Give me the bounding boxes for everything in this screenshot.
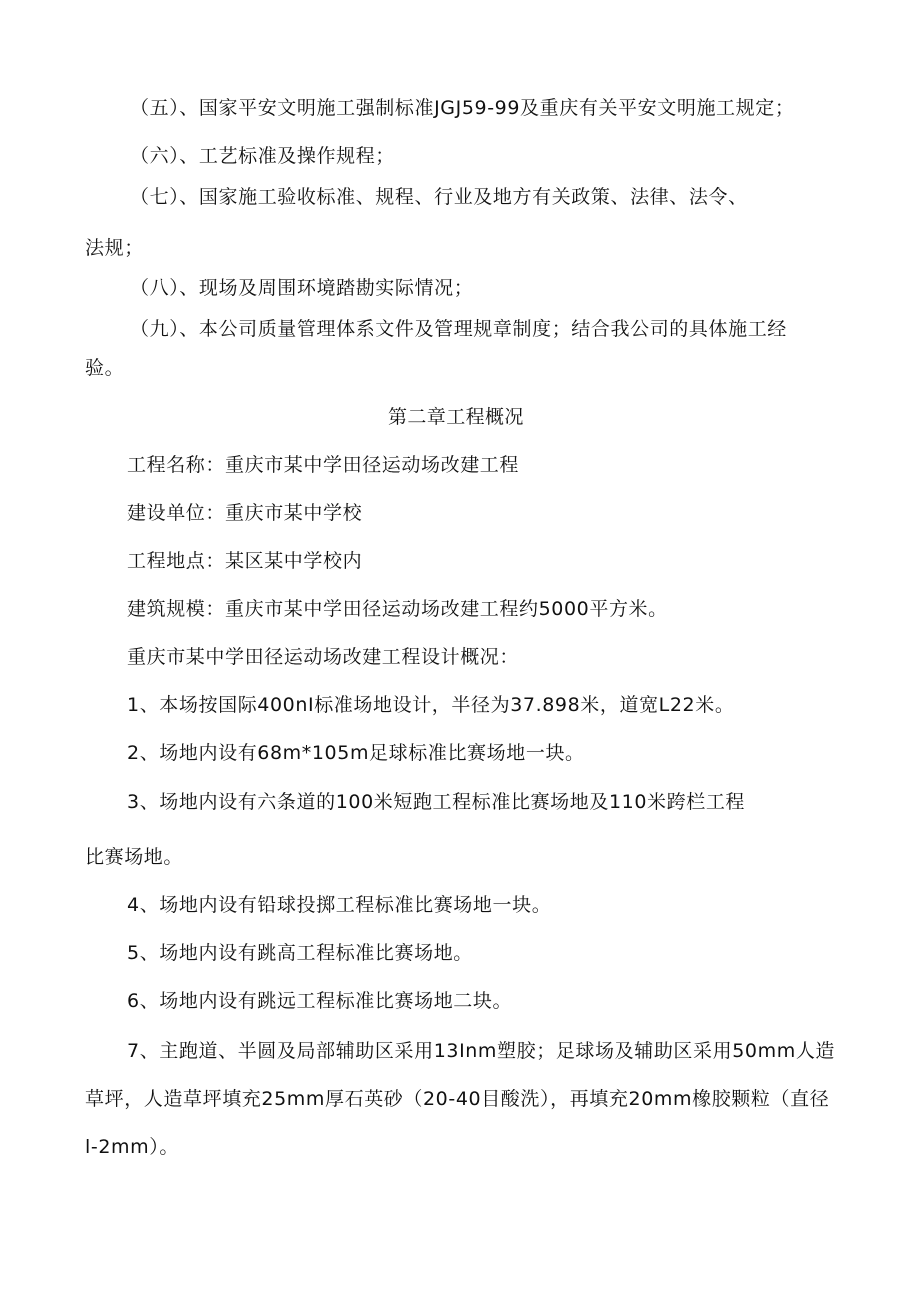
list-item-5: （五）、国家平安文明施工强制标准JGJ59-99及重庆有关平安文明施工规定； — [130, 97, 795, 119]
list-item-6: （六）、工艺标准及操作规程； — [130, 145, 395, 167]
list-item-8: （八）、现场及周围环境踏勘实际情况； — [130, 277, 474, 299]
list-item-7: （七）、国家施工验收标准、规程、行业及地方有关政策、法律、法令、 — [130, 186, 748, 208]
list-item-7-continued: 法规； — [85, 237, 144, 259]
design-item-6: 6、场地内设有跳远工程标准比赛场地二块。 — [127, 990, 513, 1012]
design-item-7-continued-1: 草坪，人造草坪填充25mm厚石英砂（20-40目酸洗），再填充20mm橡胶颗粒（直径 — [85, 1088, 830, 1110]
design-item-5: 5、场地内设有跳高工程标准比赛场地。 — [127, 942, 473, 964]
design-item-2: 2、场地内设有68m*105m足球标准比赛场地一块。 — [127, 742, 585, 764]
list-item-9-continued: 验。 — [85, 357, 125, 379]
design-overview-heading: 重庆市某中学田径运动场改建工程设计概况： — [127, 646, 520, 668]
design-item-1: 1、本场按国际400nI标准场地设计，半径为37.898米，道宽L22米。 — [127, 694, 735, 716]
project-name: 工程名称：重庆市某中学田径运动场改建工程 — [127, 454, 520, 476]
building-scale: 建筑规模：重庆市某中学田径运动场改建工程约5000平方米。 — [127, 598, 668, 620]
design-item-3: 3、场地内设有六条道的100米短跑工程标准比赛场地及110米跨栏工程 — [127, 791, 746, 813]
design-item-3-continued: 比赛场地。 — [85, 846, 184, 868]
project-location: 工程地点：某区某中学校内 — [127, 550, 363, 572]
design-item-7: 7、主跑道、半圆及局部辅助区采用13Inm塑胶；足球场及辅助区采用50mm人造 — [127, 1040, 836, 1062]
chapter-title: 第二章工程概况 — [388, 406, 524, 428]
design-item-7-continued-2: l-2mm）。 — [85, 1136, 179, 1158]
construction-unit: 建设单位：重庆市某中学校 — [127, 502, 363, 524]
list-item-9: （九）、本公司质量管理体系文件及管理规章制度；结合我公司的具体施工经 — [130, 318, 787, 340]
design-item-4: 4、场地内设有铅球投掷工程标准比赛场地一块。 — [127, 894, 552, 916]
